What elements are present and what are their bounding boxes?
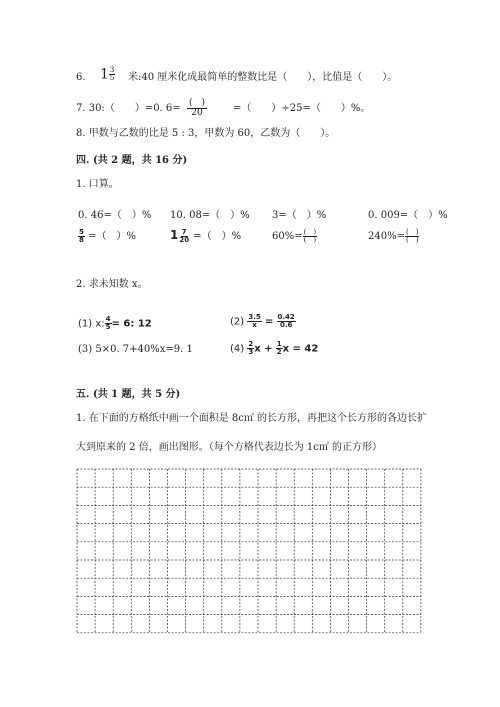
calc-r2-c4-lead: 240%= [368,231,405,242]
eq-1-tail: = 6: 12 [111,318,152,330]
calc-r2-c1-num: 5 [79,228,84,236]
section-4-heading: 四. (共 2 题，共 16 分) [76,155,188,166]
q6-mixed-number [100,64,115,83]
q7-part-b: =（ ）÷25=（ ）%。 [233,103,371,114]
eq-4-den1: 3 [248,348,254,356]
eq-2-lead: (2) [230,316,245,328]
calc-r2-c1-tail: =（ ）% [88,231,136,242]
q8-text: 8. 甲数与乙数的比是 5 : 3，甲数为 60，乙数为（ ）。 [76,128,336,139]
s4-q1-title: 1. 口算。 [76,179,119,190]
calc-r1-c3: 3=（ ）% [272,210,327,221]
eq-1-lead: (1) x: [78,318,105,330]
calc-r2-c3-den: ( ) [303,236,317,244]
eq-1-den: 5 [105,323,111,331]
q6-whole: 1 [100,66,109,83]
section-5-heading: 五. (共 1 题，共 5 分) [76,389,181,400]
q6-denominator: 5 [109,74,115,82]
eq-3: (3) 5×0. 7+40%x=9. 1 [78,344,193,355]
eq-2-num2: 0.42 [277,313,295,321]
q7-fraction [187,98,207,118]
calc-r2-c1 [78,229,136,244]
calc-r2-c3 [272,229,317,244]
q6-text: 米:40 厘米化成最简单的整数比是（ ），比值是（ ）。 [128,72,398,83]
s5-q1-line2: 大到原来的 2 倍，画出图形。（每个方格代表边长为 1c㎡ 的正方形） [76,442,383,453]
calc-r2-c2-den: 20 [179,236,190,244]
eq-1 [78,316,152,331]
s4-q2-title: 2. 求未知数 x。 [76,279,148,290]
eq-4-num2: 1 [276,340,282,348]
q6-fraction [109,67,115,82]
calc-r2-c2-whole: 1 [170,228,179,242]
calc-r2-c1-den: 8 [79,236,84,244]
q7-denominator: 20 [191,108,203,118]
q7-numerator: ( ) [189,98,206,108]
calc-r1-c2: 10. 08=（ ）% [170,210,250,221]
drawing-grid[interactable] [76,468,426,638]
eq-4-tail: x = 42 [282,343,319,355]
calc-r1-c1: 0. 46=（ ）% [78,210,152,221]
calc-r2-c4-den: ( ) [405,236,419,244]
calc-r2-c3-num: ( ) [303,228,317,236]
calc-r2-c3-lead: 60%= [272,231,303,242]
calc-r2-c2 [170,229,241,244]
q6-number: 6. [76,72,86,83]
calc-r2-c4-num: ( ) [405,228,419,236]
calc-r1-c4: 0. 009=（ ）% [368,210,448,221]
eq-4-lead: (4) [230,343,245,355]
q6-numerator: 3 [109,66,115,74]
calc-r2-c2-num: 7 [181,228,187,236]
eq-2-den2: 0.6 [279,321,293,329]
q7-part-a: 7. 30:（ ）=0. 6= [76,103,181,114]
eq-2 [230,314,296,329]
eq-1-num: 4 [105,315,111,323]
eq-2-den1: x [252,321,257,329]
eq-4-num1: 2 [248,340,254,348]
eq-4 [230,341,318,356]
eq-2-num1: 3.5 [248,313,261,321]
eq-2-equals: = [264,316,274,328]
calc-r2-c2-tail: =（ ）% [193,231,242,242]
s5-q1-line1: 1. 在下面的方格纸中画一个面积是 8c㎡ 的长方形，再把这个长方形的各边长扩 [76,413,428,424]
eq-4-mid: x + [254,343,273,355]
eq-4-den2: 2 [276,348,282,356]
calc-r2-c4 [368,229,419,244]
